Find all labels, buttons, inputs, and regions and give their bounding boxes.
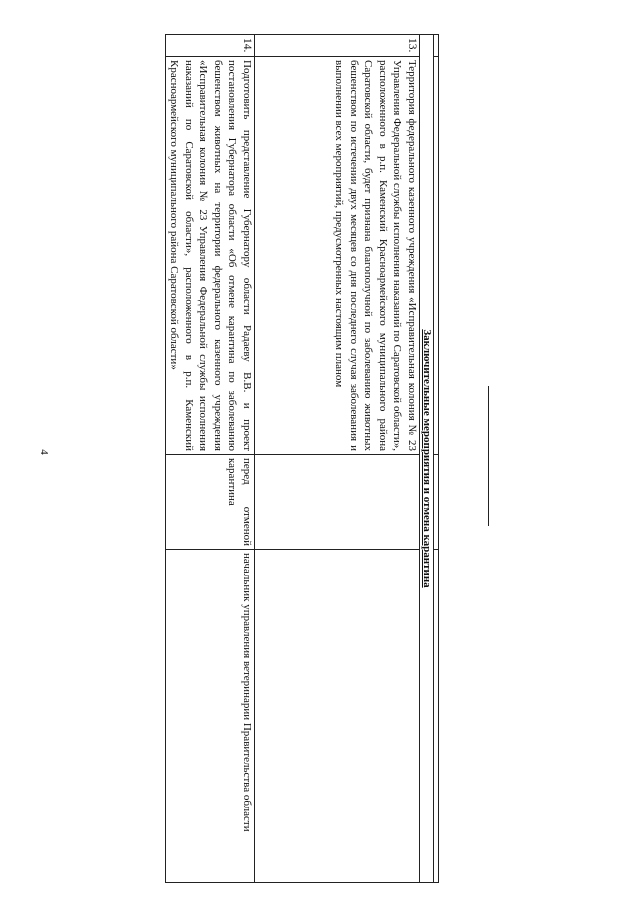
row-deadline <box>255 455 420 550</box>
row-description: Подготовить представление Губернатору области Радаеву В.В. и проект постановления Губернатора области «Об отмене карантина по заболеванию бешенством животных на территории федерального казенного учреждения «Исправительная колония № 23 Управления Федеральной службы исполнения наказаний по Саратовской области», расположенного в р.п. Каменский Красноармейского муниципального района Саратовской области» <box>166 57 255 455</box>
row-description: Территория федерального казенного учреждения «Исправительная колония № 23 Управления Федеральной службы исполнения наказаний по Саратовской области», расположенного в р.п. Каменский Красноармейского муниципального района Саратовской области, будет признана благополучной по заболеванию животных бешенством по истечении двух месяцев со дня последнего случая заболевания и выполнении всех мероприятий, предусмотренных настоящим планом <box>255 57 420 455</box>
rotated-table-wrapper <box>97 34 439 882</box>
page-number: 4 <box>38 449 50 455</box>
row-responsible <box>255 550 420 883</box>
row-deadline: перед отменой карантина <box>166 455 255 550</box>
table-row-top-empty <box>434 35 439 883</box>
plan-table <box>165 34 439 883</box>
row-number: 14. <box>166 35 255 57</box>
row-responsible: начальник управления ветеринарии Правительства области <box>166 550 255 883</box>
table-row <box>166 35 255 883</box>
table-row <box>255 35 420 883</box>
section-heading-row <box>420 35 434 883</box>
row-number: 13. <box>255 35 420 57</box>
section-heading: Заключительные мероприятия и отмена карантина <box>420 35 434 883</box>
signature-line <box>488 386 489 526</box>
